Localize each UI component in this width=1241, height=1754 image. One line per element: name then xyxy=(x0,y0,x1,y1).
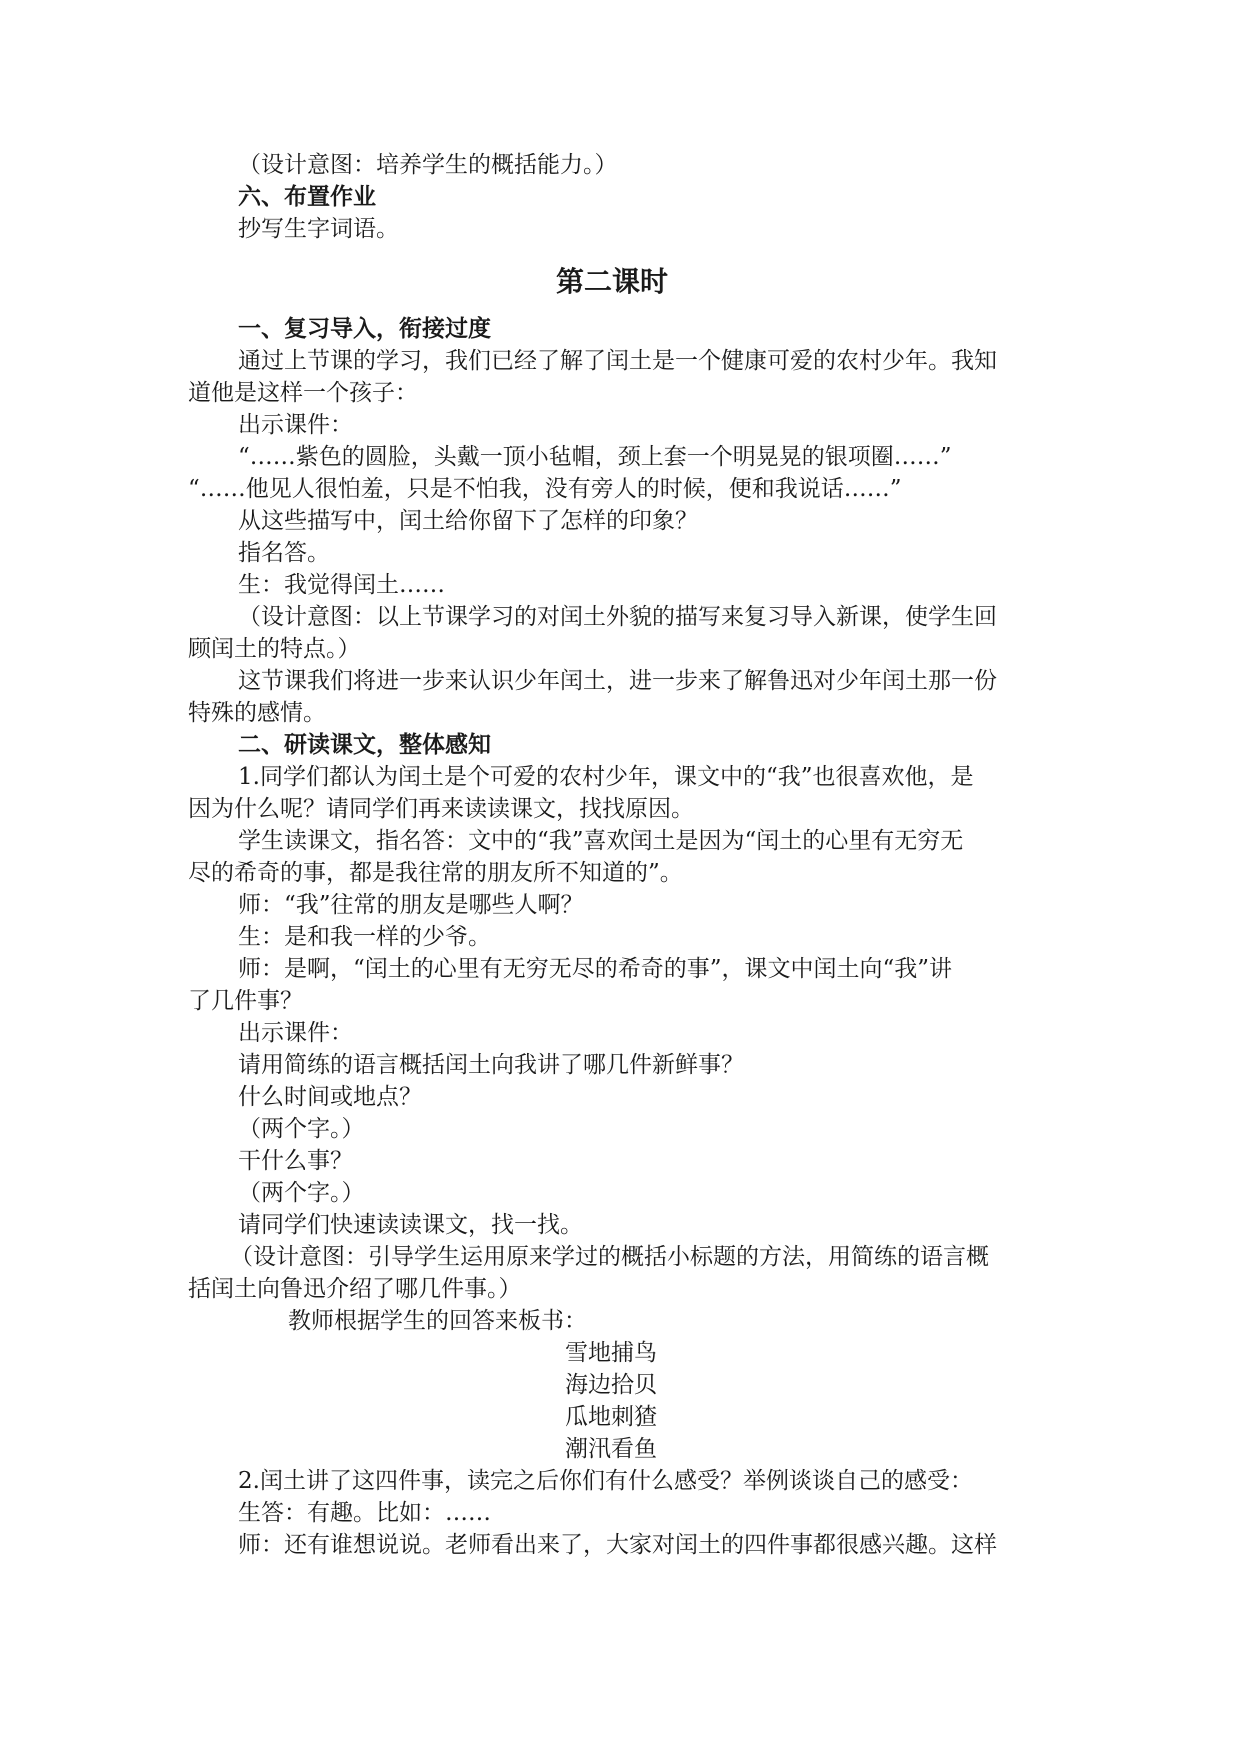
paragraph: 从这些描写中，闰土给你留下了怎样的印象？ xyxy=(238,508,698,534)
quotation: “……他见人很怕羞，只是不怕我，没有旁人的时候，便和我说话……” xyxy=(188,476,902,502)
student-answer: 生：我觉得闰土…… xyxy=(238,572,445,598)
lesson-title: 第二课时 xyxy=(556,265,669,298)
paragraph: 指名答。 xyxy=(238,540,330,566)
blackboard-item: 雪地捕鸟 xyxy=(565,1340,657,1366)
design-intent-note: （设计意图：以上节课学习的对闰土外貌的描写来复习导入新课，使学生回 xyxy=(238,604,997,630)
paragraph-continuation: 因为什么呢？请同学们再来读读课文，找找原因。 xyxy=(188,796,694,822)
paragraph: 干什么事？ xyxy=(238,1148,353,1174)
paragraph-continuation: 括闰土向鲁迅介绍了哪几件事。） xyxy=(188,1276,522,1302)
blackboard-item: 瓜地刺猹 xyxy=(565,1404,657,1430)
section-heading-homework: 六、布置作业 xyxy=(238,183,376,210)
design-intent-note: （设计意图：引导学生运用原来学过的概括小标题的方法，用简练的语言概 xyxy=(230,1244,989,1270)
paragraph: 出示课件： xyxy=(238,412,353,438)
paragraph: 抄写生字词语。 xyxy=(238,216,399,242)
section-heading-reading: 二、研读课文，整体感知 xyxy=(238,731,491,758)
paragraph: 请同学们快速读读课文，找一找。 xyxy=(238,1212,583,1238)
paragraph-continuation: 特殊的感情。 xyxy=(188,700,326,726)
paragraph: 这节课我们将进一步来认识少年闰土，进一步来了解鲁迅对少年闰土那一份 xyxy=(238,668,997,694)
student-answer: 生：是和我一样的少爷。 xyxy=(238,924,491,950)
student-answer: 生答：有趣。比如：…… xyxy=(238,1500,491,1526)
teacher-line: 师：是啊，“闰土的心里有无穷无尽的希奇的事”，课文中闰土向“我”讲 xyxy=(238,956,953,982)
paragraph: 什么时间或地点？ xyxy=(238,1084,422,1110)
teacher-line: 师：“我”往常的朋友是哪些人啊？ xyxy=(238,892,584,918)
blackboard-item: 潮汛看鱼 xyxy=(565,1436,657,1462)
paragraph: 学生读课文，指名答：文中的“我”喜欢闰土是因为“闰土的心里有无穷无 xyxy=(238,828,964,854)
design-intent-note: （设计意图：培养学生的概括能力。） xyxy=(238,152,618,178)
paragraph: （两个字。） xyxy=(238,1116,365,1142)
paragraph-continuation: 顾闰土的特点。） xyxy=(188,636,361,662)
paragraph: 出示课件： xyxy=(238,1020,353,1046)
paragraph-continuation: 尽的希奇的事，都是我往常的朋友所不知道的”。 xyxy=(188,860,683,886)
quotation: “……紫色的圆脸，头戴一顶小毡帽，颈上套一个明晃晃的银项圈……” xyxy=(238,444,952,470)
paragraph-continuation: 了几件事？ xyxy=(188,988,303,1014)
paragraph: 请用简练的语言概括闰土向我讲了哪几件新鲜事？ xyxy=(238,1052,744,1078)
paragraph: （两个字。） xyxy=(238,1180,365,1206)
paragraph: 1.同学们都认为闰土是个可爱的农村少年，课文中的“我”也很喜欢他，是 xyxy=(238,764,974,790)
section-heading-review: 一、复习导入，衔接过度 xyxy=(238,315,491,342)
paragraph: 通过上节课的学习，我们已经了解了闰土是一个健康可爱的农村少年。我知 xyxy=(238,348,997,374)
paragraph: 2.闰土讲了这四件事，读完之后你们有什么感受？举例谈谈自己的感受： xyxy=(238,1468,973,1494)
teacher-line: 师：还有谁想说说。老师看出来了，大家对闰土的四件事都很感兴趣。这样 xyxy=(238,1532,997,1558)
paragraph-continuation: 道他是这样一个孩子： xyxy=(188,380,418,406)
blackboard-item: 海边拾贝 xyxy=(565,1372,657,1398)
paragraph: 教师根据学生的回答来板书： xyxy=(288,1308,587,1334)
